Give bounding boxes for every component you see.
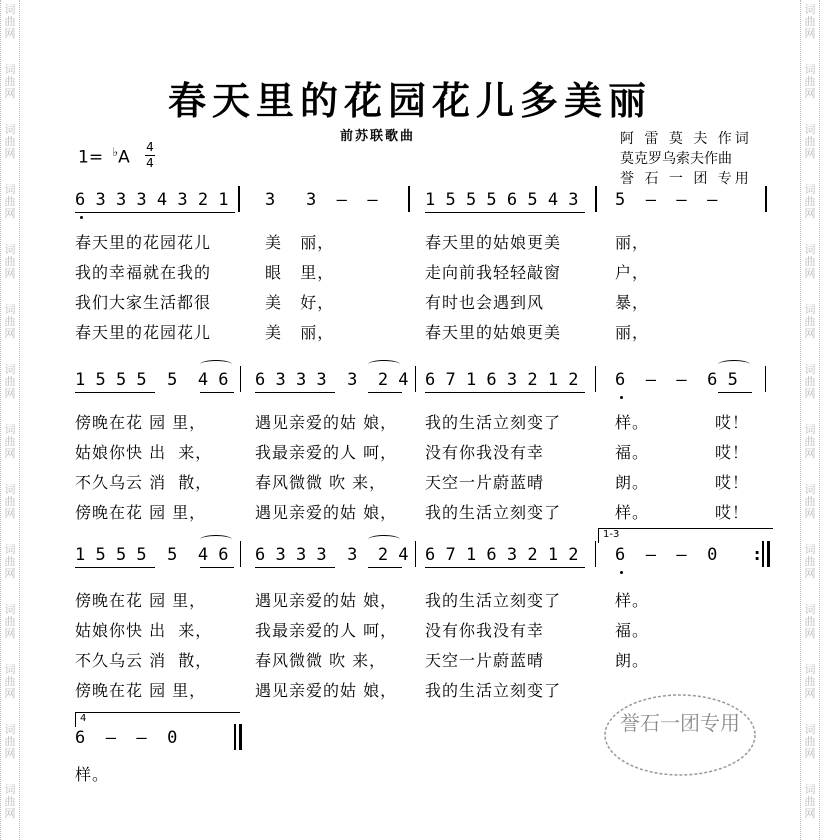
lyric-line: 朗。 — [615, 473, 650, 492]
watermark-text: 词 曲 网 — [804, 663, 816, 700]
lyric-line: 我的生活立刻变了 — [425, 591, 562, 610]
song-subtitle: 前苏联歌曲 — [340, 129, 416, 144]
eighth-beam — [200, 567, 234, 568]
lyric-line: 春风微微 吹 来， — [255, 651, 387, 670]
eighth-beam — [75, 212, 235, 213]
watermark-text: 词 曲 网 — [804, 123, 816, 160]
stamp-text: 誉石一团专用 — [620, 711, 740, 735]
watermark-text: 词 曲 网 — [4, 483, 16, 520]
barline — [767, 541, 770, 567]
lyric-line: 样。 — [615, 503, 650, 522]
row3-measure-3: 6 7 1 6 3 2 1 2 — [425, 545, 579, 565]
eighth-beam — [425, 392, 585, 393]
barline — [240, 541, 241, 567]
watermark-text: 词 曲 网 — [804, 603, 816, 640]
flat-symbol: ♭ — [112, 145, 119, 159]
lyric-line: 遇见亲爱的姑 娘， — [255, 413, 398, 432]
watermark-text: 词 曲 网 — [4, 663, 16, 700]
lyric-line: 我们大家生活都很 — [75, 293, 212, 312]
watermark-text: 词 曲 网 — [4, 783, 16, 820]
barline — [415, 541, 416, 567]
lyric-line: 傍晚在花 园 里， — [75, 503, 207, 522]
watermark-text: 词 曲 网 — [804, 183, 816, 220]
barline — [234, 724, 236, 750]
watermark-text: 词 曲 网 — [804, 3, 816, 40]
lyric-line: 哎！ — [715, 413, 750, 432]
right-watermark-strip — [800, 0, 820, 840]
low-octave-dot — [620, 571, 623, 574]
row4-measure-1: 6 — — 0 — [75, 728, 178, 748]
row1-measure-4: 5 — — — — [615, 190, 718, 210]
lyric-line: 我的生活立刻变了 — [425, 681, 562, 700]
lyric-line: 哎！ — [715, 503, 750, 522]
tie-slur — [200, 535, 232, 544]
time-signature-bottom: 4 — [146, 156, 154, 170]
lyric-line: 丽， — [615, 323, 650, 342]
eighth-beam — [718, 392, 752, 393]
watermark-text: 词 曲 网 — [4, 363, 16, 400]
lyric-line: 我的幸福就在我的 — [75, 263, 212, 282]
barline — [595, 366, 596, 392]
barline — [595, 186, 597, 212]
watermark-text: 词 曲 网 — [4, 723, 16, 760]
lyric-line: 样。 — [75, 765, 110, 784]
lyric-line: 遇见亲爱的姑 娘， — [255, 503, 398, 522]
eighth-beam — [200, 392, 234, 393]
lyric-line: 傍晚在花 园 里， — [75, 591, 207, 610]
tie-slur — [718, 360, 750, 369]
eighth-beam — [255, 392, 335, 393]
user-credit: 誉 石 一 团 专用 — [620, 171, 752, 187]
eighth-beam — [425, 567, 585, 568]
barline — [239, 724, 242, 750]
lyric-line: 不久乌云 消 散， — [75, 473, 213, 492]
row1-measure-2: 3 3 — — — [265, 190, 378, 210]
time-signature — [145, 140, 155, 171]
lyric-line: 春风微微 吹 来， — [255, 473, 387, 492]
watermark-text: 词 曲 网 — [804, 363, 816, 400]
eighth-beam — [425, 212, 585, 213]
lyric-line: 有时也会遇到风 — [425, 293, 545, 312]
watermark-text: 词 曲 网 — [804, 303, 816, 340]
lyric-line: 福。 — [615, 443, 650, 462]
lyric-line: 遇见亲爱的姑 娘， — [255, 681, 398, 700]
lyric-line: 没有你我没有幸 — [425, 443, 545, 462]
barline — [762, 541, 764, 567]
low-octave-dot — [80, 216, 83, 219]
seal-stamp — [600, 690, 760, 780]
watermark-text: 词 曲 网 — [4, 303, 16, 340]
lyric-line: 我的生活立刻变了 — [425, 413, 562, 432]
watermark-text: 词 曲 网 — [4, 243, 16, 280]
lyric-line: 我的生活立刻变了 — [425, 503, 562, 522]
lyric-line: 我最亲爱的人 呵， — [255, 443, 398, 462]
watermark-text: 词 曲 网 — [4, 543, 16, 580]
row3-measure-1: 1 5 5 5 5 4 6 — [75, 545, 229, 565]
eighth-beam — [368, 392, 402, 393]
lyric-line: 春天里的姑娘更美 — [425, 323, 562, 342]
lyric-line: 美 丽， — [265, 323, 335, 342]
eighth-beam — [368, 567, 402, 568]
row3-measure-2: 6 3 3 3 3 2 4 — [255, 545, 409, 565]
lyric-line: 天空一片蔚蓝晴 — [425, 473, 545, 492]
row1-measure-3: 1 5 5 5 6 5 4 3 — [425, 190, 579, 210]
lyric-line: 福。 — [615, 621, 650, 640]
lyric-line: 户， — [615, 263, 650, 282]
time-signature-top: 4 — [146, 140, 154, 154]
row2-measure-3: 6 7 1 6 3 2 1 2 — [425, 370, 579, 390]
key-note: A — [118, 147, 130, 168]
row1-measure-1: 6 3 3 3 4 3 2 1 — [75, 190, 229, 210]
watermark-text: 词 曲 网 — [4, 603, 16, 640]
lyric-line: 样。 — [615, 591, 650, 610]
row2-measure-2: 6 3 3 3 3 2 4 — [255, 370, 409, 390]
lyric-line: 走向前我轻轻敲窗 — [425, 263, 562, 282]
left-watermark-strip — [0, 0, 20, 840]
watermark-text: 词 曲 网 — [804, 783, 816, 820]
lyric-line: 丽， — [615, 233, 650, 252]
volta-bracket-4: 4 — [75, 712, 240, 727]
lyric-line: 姑娘你快 出 来， — [75, 443, 213, 462]
tie-slur — [368, 360, 400, 369]
barline — [765, 186, 767, 212]
lyric-line: 春天里的花园花儿 — [75, 323, 212, 342]
lyric-line: 春天里的姑娘更美 — [425, 233, 562, 252]
lyric-line: 春天里的花园花儿 — [75, 233, 212, 252]
watermark-text: 词 曲 网 — [804, 723, 816, 760]
key-label: 1= — [78, 147, 109, 168]
watermark-text: 词 曲 网 — [804, 63, 816, 100]
lyric-line: 我最亲爱的人 呵， — [255, 621, 398, 640]
composer-credit: 莫克罗乌索夫作曲 — [620, 151, 732, 167]
barline — [240, 366, 241, 392]
volta-bracket-1-3: 1-3 — [598, 528, 773, 543]
lyric-line: 美 丽， — [265, 233, 335, 252]
repeat-end-sign: : — [752, 545, 763, 565]
lyric-line: 暴， — [615, 293, 650, 312]
watermark-text: 词 曲 网 — [804, 543, 816, 580]
lyricist-credit: 阿 雷 莫 夫 作词 — [620, 131, 752, 147]
watermark-text: 词 曲 网 — [804, 423, 816, 460]
watermark-text: 词 曲 网 — [4, 123, 16, 160]
lyric-line: 样。 — [615, 413, 650, 432]
eighth-beam — [75, 392, 155, 393]
lyric-line: 天空一片蔚蓝晴 — [425, 651, 545, 670]
watermark-text: 词 曲 网 — [4, 183, 16, 220]
low-octave-dot — [620, 396, 623, 399]
row3-measure-4: 6 — — 0 — [615, 545, 718, 565]
row2-measure-4: 6 — — 6 5 — [615, 370, 738, 390]
watermark-text: 词 曲 网 — [4, 63, 16, 100]
lyric-line: 没有你我没有幸 — [425, 621, 545, 640]
eighth-beam — [255, 567, 335, 568]
lyric-line: 哎！ — [715, 443, 750, 462]
barline — [595, 541, 596, 567]
eighth-beam — [75, 567, 155, 568]
row2-measure-1: 1 5 5 5 5 4 6 — [75, 370, 229, 390]
lyric-line: 傍晚在花 园 里， — [75, 413, 207, 432]
watermark-text: 词 曲 网 — [4, 423, 16, 460]
barline — [415, 366, 416, 392]
barline — [765, 366, 766, 392]
lyric-line: 朗。 — [615, 651, 650, 670]
song-title: 春天里的花园花儿多美丽 — [167, 78, 652, 123]
watermark-text: 词 曲 网 — [804, 243, 816, 280]
watermark-text: 词 曲 网 — [804, 483, 816, 520]
lyric-line: 美 好， — [265, 293, 335, 312]
barline — [408, 186, 410, 212]
key-signature — [78, 145, 130, 168]
tie-slur — [368, 535, 400, 544]
barline — [238, 186, 240, 212]
lyric-line: 眼 里， — [265, 263, 335, 282]
tie-slur — [200, 360, 232, 369]
lyric-line: 不久乌云 消 散， — [75, 651, 213, 670]
lyric-line: 哎！ — [715, 473, 750, 492]
lyric-line: 傍晚在花 园 里， — [75, 681, 207, 700]
lyric-line: 姑娘你快 出 来， — [75, 621, 213, 640]
lyric-line: 遇见亲爱的姑 娘， — [255, 591, 398, 610]
watermark-text: 词 曲 网 — [4, 3, 16, 40]
